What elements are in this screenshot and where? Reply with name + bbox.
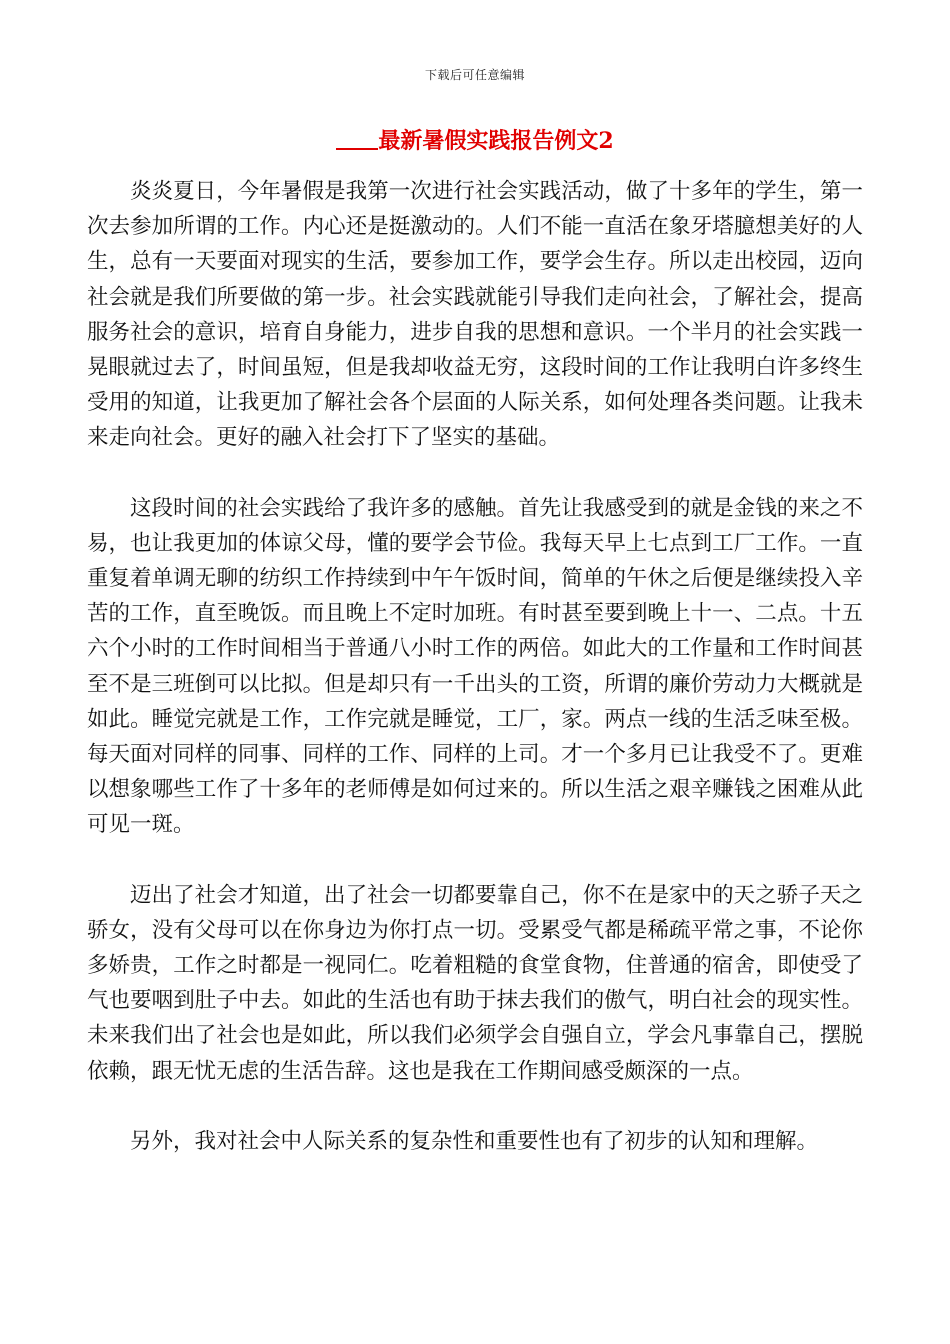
paragraph-1: 炎炎夏日，今年暑假是我第一次进行社会实践活动，做了十多年的学生，第一次去参加所谓的工作。内心还是挺激动的。人们不能一直活在象牙塔臆想美好的人生，总有一天要面对现实的生活，要参加工作，要学会生存。所以走出校园，迈向社会就是我们所要做的第一步。社会实践就能引导我们走向社会，了解社会，提高服务社会的意识，培育自身能力，进步自我的思想和意识。一个半月的社会实践一晃眼就过去了，时间虽短，但是我却收益无穷，这段时间的工作让我明白许多终生受用的知道，让我更加了解社会各个层面的人际关系，如何处理各类问题。让我未来走向社会。更好的融入社会打下了坚实的基础。 [87,179,863,451]
paragraph-4: 另外，我对社会中人际关系的复杂性和重要性也有了初步的认知和理解。 [130,1128,819,1154]
title-blank [336,128,378,150]
document-title-line [0,124,950,155]
paragraph-3: 迈出了社会才知道，出了社会一切都要靠自己，你不在是家中的天之骄子天之骄女，没有父母可以在你身边为你打点一切。受累受气都是稀疏平常之事，不论你多娇贵，工作之时都是一视同仁。吃着粗糙的食堂食物，住普通的宿舍，即使受了气也要咽到肚子中去。如此的生活也有助于抹去我们的傲气，明白社会的现实性。未来我们出了社会也是如此，所以我们必须学会自强自立，学会凡事靠自己，摆脱依赖，跟无忧无虑的生活告辞。这也是我在工作期间感受颇深的一点。 [87,882,863,1084]
document-body [87,174,863,1194]
document-title: 最新暑假实践报告例文2 [378,128,614,154]
paragraph-2: 这段时间的社会实践给了我许多的感触。首先让我感受到的就是金钱的来之不易，也让我更加的体谅父母，懂的要学会节俭。我每天早上七点到工厂工作。一直重复着单调无聊的纺织工作持续到中午午饭时间，简单的午休之后便是继续投入辛苦的工作，直至晚饭。而且晚上不定时加班。有时甚至要到晚上十一、二点。十五六个小时的工作时间相当于普通八小时工作的两倍。如此大的工作量和工作时间甚至不是三班倒可以比拟。但是却只有一千出头的工资，所谓的廉价劳动力大概就是如此。睡觉完就是工作，工作完就是睡觉，工厂，家。两点一线的生活乏味至极。每天面对同样的同事、同样的工作、同样的上司。才一个多月已让我受不了。更难以想象哪些工作了十多年的老师傅是如何过来的。所以生活之艰辛赚钱之困难从此可见一斑。 [87,495,863,838]
header-note: 下载后可任意编辑 [424,68,525,82]
